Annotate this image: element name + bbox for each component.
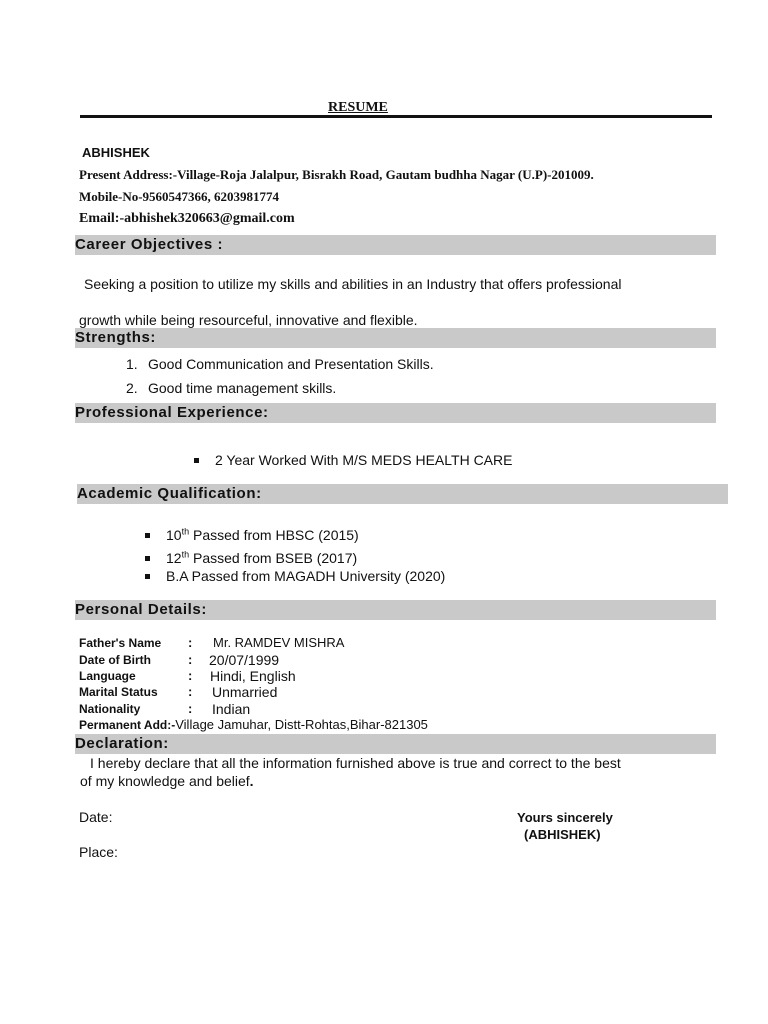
place-label: Place: [79, 844, 118, 860]
list-item [126, 380, 336, 396]
resume-title: RESUME [328, 100, 388, 115]
mobile-numbers: Mobile-No-9560547366, 6203981774 [79, 189, 280, 204]
list-number: 2. [126, 380, 138, 396]
declaration-period: . [249, 773, 254, 789]
superscript: th [181, 549, 190, 560]
square-bullet-icon [145, 574, 150, 579]
career-objective-line-2: growth while being resourceful, innovative and flexible. [79, 312, 418, 328]
colon: : [188, 652, 193, 667]
email: Email:-abhishek320663@gmail.com [79, 211, 295, 226]
colon: : [188, 701, 193, 716]
personal-details-heading: Personal Details: [75, 601, 207, 618]
qualification-number: 10 [166, 527, 182, 543]
list-item [145, 550, 357, 566]
dob-label: Date of Birth [79, 653, 151, 667]
marital-status-value: Unmarried [212, 684, 278, 700]
father-name-value: Mr. RAMDEV MISHRA [213, 635, 345, 650]
closing-salutation: Yours sincerely [517, 810, 613, 825]
title-rule [80, 115, 712, 118]
personal-details-bar [75, 600, 716, 620]
strengths-bar [75, 328, 716, 348]
language-label: Language [79, 669, 136, 683]
colon: : [188, 668, 193, 683]
declaration-heading: Declaration: [75, 735, 169, 752]
permanent-address [79, 717, 428, 732]
date-label: Date: [79, 809, 113, 825]
academic-heading: Academic Qualification: [77, 485, 262, 502]
nationality-label: Nationality [79, 702, 141, 716]
candidate-name: ABHISHEK [82, 145, 150, 160]
experience-text: 2 Year Worked With M/S MEDS HEALTH CARE [215, 452, 513, 468]
square-bullet-icon [194, 458, 199, 463]
list-item [145, 568, 445, 584]
list-number: 1. [126, 356, 138, 372]
square-bullet-icon [145, 556, 150, 561]
experience-heading: Professional Experience: [75, 404, 269, 421]
career-objectives-bar [75, 235, 716, 255]
qualification-text: Passed from HBSC (2015) [189, 527, 359, 543]
language-value: Hindi, English [210, 668, 296, 684]
marital-status-label: Marital Status [79, 685, 158, 699]
qualification-number: 12 [166, 550, 182, 566]
qualification-text: Passed from BSEB (2017) [189, 550, 358, 566]
experience-bar [75, 403, 716, 423]
nationality-value: Indian [212, 701, 251, 717]
strength-text: Good time management skills. [148, 380, 337, 396]
dob-value: 20/07/1999 [209, 652, 280, 668]
declaration-bar [75, 734, 716, 754]
present-address: Present Address:-Village-Roja Jalalpur, Bisrakh Road, Gautam budhha Nagar (U.P)-201009. [79, 167, 594, 182]
declaration-line-2 [80, 773, 254, 789]
career-objective-line-1: Seeking a position to utilize my skills and abilities in an Industry that offers professional [84, 276, 622, 292]
father-name-label: Father's Name [79, 636, 162, 650]
qualification-text: B.A Passed from MAGADH University (2020) [166, 568, 446, 584]
colon: : [188, 635, 193, 650]
strengths-heading: Strengths: [75, 329, 156, 346]
permanent-address-label: Permanent Add:- [79, 718, 176, 732]
declaration-line-1: I hereby declare that all the information furnished above is true and correct to the best [90, 755, 621, 771]
list-item [194, 452, 512, 468]
list-item [145, 527, 359, 543]
signature-name: (ABHISHEK) [524, 827, 601, 842]
strength-text: Good Communication and Presentation Skills. [148, 356, 434, 372]
declaration-text: of my knowledge and belief [80, 773, 250, 789]
career-objectives-heading: Career Objectives : [75, 236, 224, 253]
academic-bar [77, 484, 728, 504]
permanent-address-value: Village Jamuhar, Distt-Rohtas,Bihar-821305 [175, 717, 428, 732]
superscript: th [181, 526, 190, 537]
list-item [126, 356, 434, 372]
colon: : [188, 684, 193, 699]
square-bullet-icon [145, 533, 150, 538]
